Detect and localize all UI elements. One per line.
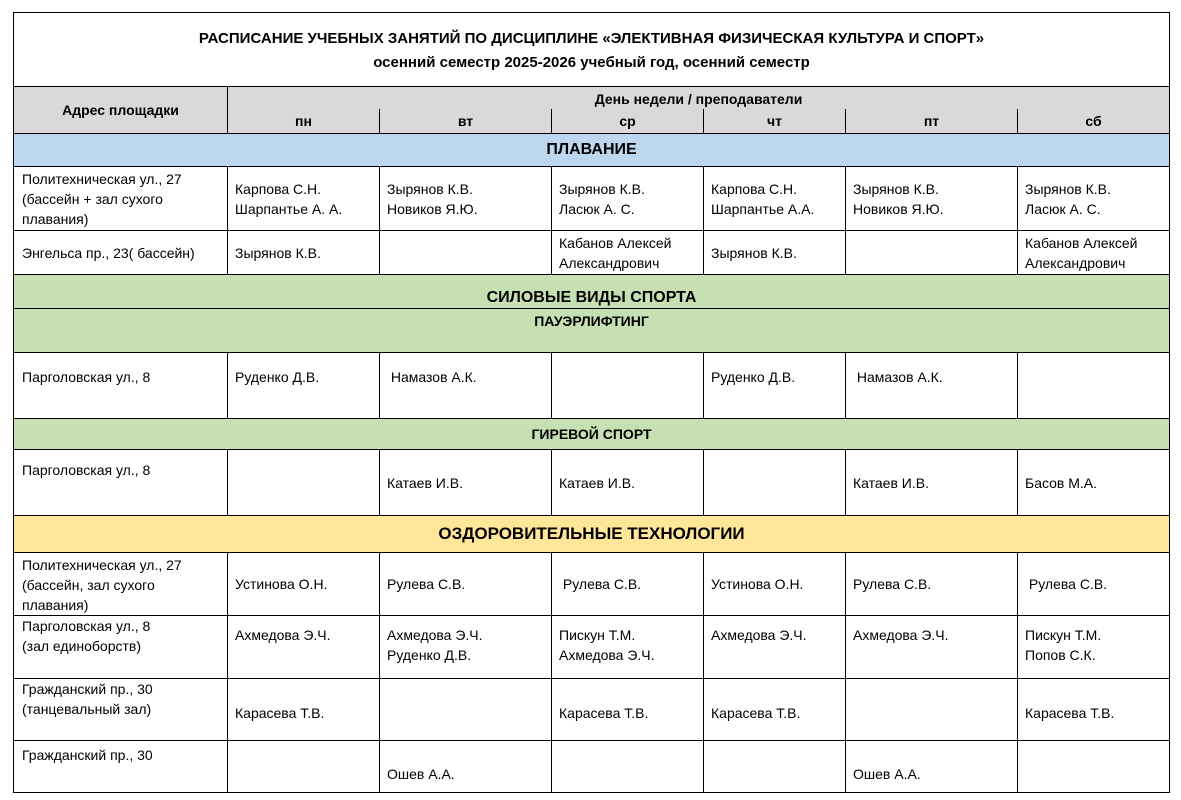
header-address: Адрес площадки xyxy=(14,87,228,134)
teacher-name: Пискун Т.М. xyxy=(559,627,636,643)
teacher-name: Ласюк А. С. xyxy=(1025,200,1101,217)
teacher-name: Александрович xyxy=(1025,254,1126,271)
address-line: Гражданский пр., 30 xyxy=(22,747,153,763)
schedule-cell-sat xyxy=(1018,741,1170,793)
schedule-cell-mon xyxy=(228,353,380,419)
section-wellness: ОЗДОРОВИТЕЛЬНЫЕ ТЕХНОЛОГИИ xyxy=(14,516,1170,553)
teacher-name: Рулева С.В. xyxy=(1025,576,1108,592)
schedule-cell-fri xyxy=(846,553,1018,616)
schedule-cell-tue xyxy=(380,353,552,419)
teacher-name: Пискун Т.М. xyxy=(1025,627,1102,643)
address-line: Энгельса пр., 23( бассейн) xyxy=(22,244,195,261)
teacher-name: Попов С.К. xyxy=(1025,647,1096,663)
teacher-name: Кабанов Алексей xyxy=(559,234,672,251)
teacher-name: Ахмедова Э.Ч. xyxy=(559,647,655,663)
table-row xyxy=(14,167,1170,231)
schedule-cell-tue xyxy=(380,679,552,741)
table-row xyxy=(14,231,1170,275)
schedule-cell-mon xyxy=(228,553,380,616)
teacher-name: Карпова С.Н. xyxy=(711,180,798,197)
section-kettlebell: ГИРЕВОЙ СПОРТ xyxy=(14,419,1170,450)
teacher-name: Ахмедова Э.Ч. xyxy=(387,627,483,643)
teacher-name: Басов М.А. xyxy=(1025,475,1098,491)
address-line: Политехническая ул., 27 xyxy=(22,171,182,187)
schedule-cell-sat xyxy=(1018,450,1170,516)
schedule-cell-tue xyxy=(380,167,552,231)
teacher-name: Руденко Д.В. xyxy=(235,369,320,385)
schedule-cell-fri xyxy=(846,167,1018,231)
teacher-name: Шарпантье А. А. xyxy=(235,200,343,217)
teacher-name: Ошев А.А. xyxy=(853,766,921,782)
schedule-cell-fri xyxy=(846,353,1018,419)
teacher-name: Катаев И.В. xyxy=(853,475,929,491)
address-cell xyxy=(14,553,228,616)
address-line: Гражданский пр., 30 xyxy=(22,681,153,697)
address-cell xyxy=(14,450,228,516)
address-cell xyxy=(14,616,228,679)
schedule-cell-sat xyxy=(1018,553,1170,616)
address-cell xyxy=(14,741,228,793)
schedule-cell-wed xyxy=(552,450,704,516)
schedule-cell-mon xyxy=(228,231,380,275)
schedule-cell-thu xyxy=(704,741,846,793)
schedule-cell-sat xyxy=(1018,231,1170,275)
teacher-name: Катаев И.В. xyxy=(559,475,635,491)
schedule-cell-thu xyxy=(704,450,846,516)
teacher-name: Устинова О.Н. xyxy=(711,576,804,592)
teacher-name: Зырянов К.В. xyxy=(235,244,321,261)
section-strength: СИЛОВЫЕ ВИДЫ СПОРТА xyxy=(14,275,1170,309)
address-cell xyxy=(14,231,228,275)
header-day-thu: чт xyxy=(704,109,846,133)
schedule-cell-thu xyxy=(704,553,846,616)
table-row xyxy=(14,450,1170,516)
schedule-cell-wed xyxy=(552,167,704,231)
address-line: плавания) xyxy=(22,211,89,227)
schedule-cell-tue xyxy=(380,741,552,793)
title-line-2: осенний семестр 2025-2026 учебный год, осенний семестр xyxy=(373,53,810,71)
teacher-name: Намазов А.К. xyxy=(853,369,943,385)
address-line: Политехническая ул., 27 xyxy=(22,557,182,573)
teacher-name: Ахмедова Э.Ч. xyxy=(711,627,807,643)
schedule-cell-mon xyxy=(228,679,380,741)
schedule-cell-sat xyxy=(1018,679,1170,741)
section-swimming: ПЛАВАНИЕ xyxy=(14,134,1170,167)
address-line: плавания) xyxy=(22,597,89,613)
teacher-name: Ахмедова Э.Ч. xyxy=(853,627,949,643)
teacher-name: Зырянов К.В. xyxy=(711,244,797,261)
schedule-cell-mon xyxy=(228,616,380,679)
address-cell xyxy=(14,679,228,741)
schedule-sheet xyxy=(13,12,1169,793)
header-day-fri: пт xyxy=(846,109,1018,133)
teacher-name: Зырянов К.В. xyxy=(853,180,939,197)
schedule-cell-fri xyxy=(846,450,1018,516)
teacher-name: Карпова С.Н. xyxy=(235,180,322,197)
schedule-cell-wed xyxy=(552,353,704,419)
schedule-cell-mon xyxy=(228,741,380,793)
teacher-name: Рулева С.В. xyxy=(559,576,642,592)
title-line-1: РАСПИСАНИЕ УЧЕБНЫХ ЗАНЯТИЙ ПО ДИСЦИПЛИНЕ «ЭЛЕКТИВНАЯ ФИЗИЧЕСКАЯ КУЛЬТУРА И СПОРТ» xyxy=(198,29,985,47)
teacher-name: Катаев И.В. xyxy=(387,475,463,491)
schedule-cell-mon xyxy=(228,167,380,231)
schedule-cell-mon xyxy=(228,450,380,516)
teacher-name: Новиков Я.Ю. xyxy=(853,200,944,217)
schedule-cell-thu xyxy=(704,231,846,275)
teacher-name: Карасева Т.В. xyxy=(1025,704,1115,721)
address-line: Парголовская ул., 8 xyxy=(22,462,151,478)
address-line: (бассейн + зал сухого xyxy=(22,191,163,207)
table-row xyxy=(14,741,1170,793)
section-powerlifting: ПАУЭРЛИФТИНГ xyxy=(14,309,1170,353)
header-day-mon: пн xyxy=(228,109,380,133)
page-title xyxy=(14,13,1170,87)
teacher-name: Ласюк А. С. xyxy=(559,200,635,217)
schedule-cell-thu xyxy=(704,167,846,231)
table-row xyxy=(14,553,1170,616)
table-row xyxy=(14,679,1170,741)
schedule-cell-tue xyxy=(380,553,552,616)
teacher-name: Намазов А.К. xyxy=(387,369,477,385)
address-line: (бассейн, зал сухого xyxy=(22,577,155,593)
schedule-cell-thu xyxy=(704,353,846,419)
address-line: (зал единоборств) xyxy=(22,638,142,654)
teacher-name: Ошев А.А. xyxy=(387,766,455,782)
schedule-cell-fri xyxy=(846,741,1018,793)
address-cell xyxy=(14,167,228,231)
schedule-cell-fri xyxy=(846,616,1018,679)
address-line: Парголовская ул., 8 xyxy=(22,369,151,385)
schedule-cell-wed xyxy=(552,553,704,616)
schedule-cell-wed xyxy=(552,616,704,679)
schedule-cell-sat xyxy=(1018,167,1170,231)
teacher-name: Рулева С.В. xyxy=(387,576,466,592)
teacher-name: Рулева С.В. xyxy=(853,576,932,592)
address-line: Парголовская ул., 8 xyxy=(22,618,151,634)
teacher-name: Карасева Т.В. xyxy=(559,704,649,721)
schedule-cell-fri xyxy=(846,231,1018,275)
schedule-cell-thu xyxy=(704,679,846,741)
teacher-name: Зырянов К.В. xyxy=(1025,180,1111,197)
teacher-name: Новиков Я.Ю. xyxy=(387,200,478,217)
schedule-cell-tue xyxy=(380,450,552,516)
schedule-cell-wed xyxy=(552,231,704,275)
table-row xyxy=(14,353,1170,419)
header-days-title: День недели / преподаватели xyxy=(228,87,1170,110)
schedule-cell-tue xyxy=(380,616,552,679)
schedule-cell-sat xyxy=(1018,616,1170,679)
schedule-cell-wed xyxy=(552,741,704,793)
address-line: (танцевальный зал) xyxy=(22,701,152,717)
teacher-name: Зырянов К.В. xyxy=(387,180,473,197)
teacher-name: Ахмедова Э.Ч. xyxy=(235,627,331,643)
teacher-name: Кабанов Алексей xyxy=(1025,234,1138,251)
schedule-cell-thu xyxy=(704,616,846,679)
header-day-sat: сб xyxy=(1018,109,1170,133)
header-day-tue: вт xyxy=(380,109,552,133)
schedule-table xyxy=(13,12,1170,793)
teacher-name: Зырянов К.В. xyxy=(559,180,645,197)
schedule-cell-tue xyxy=(380,231,552,275)
schedule-cell-sat xyxy=(1018,353,1170,419)
teacher-name: Александрович xyxy=(559,254,660,271)
address-cell xyxy=(14,353,228,419)
teacher-name: Руденко Д.В. xyxy=(387,647,472,663)
teacher-name: Шарпантье А.А. xyxy=(711,200,815,217)
header-day-wed: ср xyxy=(552,109,704,133)
teacher-name: Устинова О.Н. xyxy=(235,576,328,592)
teacher-name: Карасева Т.В. xyxy=(235,704,325,721)
schedule-cell-fri xyxy=(846,679,1018,741)
schedule-cell-wed xyxy=(552,679,704,741)
teacher-name: Руденко Д.В. xyxy=(711,369,796,385)
teacher-name: Карасева Т.В. xyxy=(711,704,801,721)
table-row xyxy=(14,616,1170,679)
